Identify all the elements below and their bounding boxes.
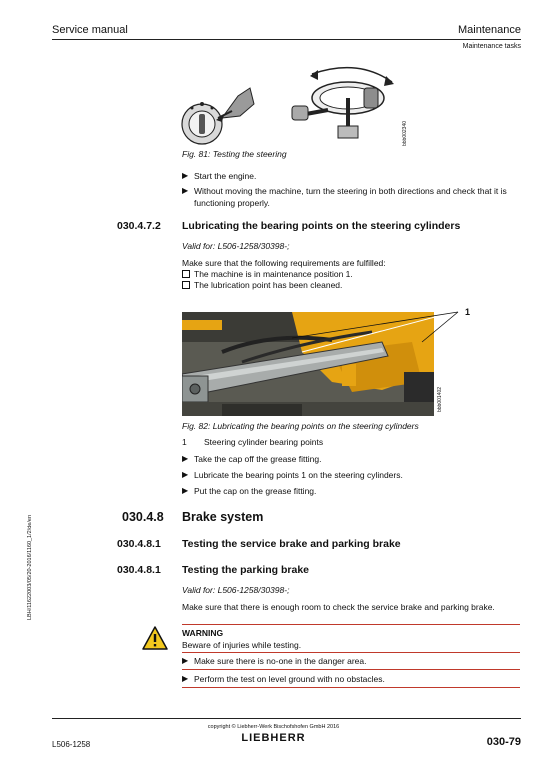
figure-82-callout-lines bbox=[182, 306, 482, 366]
lubrication-steps bbox=[182, 453, 522, 497]
list-item: ▶ Without moving the machine, turn the steering in both directions and check that it is functioning properly. bbox=[182, 186, 507, 208]
triangle-bullet-icon: ▶ bbox=[182, 171, 189, 180]
triangle-bullet-icon: ▶ bbox=[182, 186, 189, 195]
section-number: 030.4.8 bbox=[122, 510, 164, 524]
page-number: 030-79 bbox=[486, 736, 521, 748]
warning-top-rule bbox=[182, 624, 520, 625]
warning-triangle-icon bbox=[142, 626, 168, 650]
checkbox-icon bbox=[182, 281, 190, 289]
warning-heading: WARNING bbox=[182, 628, 224, 638]
figure-82-code: bbb001402 bbox=[437, 386, 443, 412]
section-title: Testing the service brake and parking brake bbox=[182, 538, 401, 550]
list-item: ▶ Make sure there is no-one in the danger area. bbox=[182, 656, 367, 666]
header-right-title: Maintenance bbox=[458, 24, 521, 36]
figure-81-caption: Fig. 81: Testing the steering bbox=[182, 149, 287, 159]
triangle-bullet-icon: ▶ bbox=[182, 454, 189, 463]
triangle-bullet-icon: ▶ bbox=[182, 674, 189, 683]
room-check-intro: Make sure that there is enough room to check the service brake and parking brake. bbox=[182, 602, 495, 612]
requirements-intro: Make sure that the following requirements are fulfilled: bbox=[182, 258, 386, 268]
figure-81-image bbox=[178, 56, 410, 148]
requirements-list bbox=[182, 269, 353, 291]
list-item: ▶ Perform the test on level ground with no obstacles. bbox=[182, 674, 385, 684]
section-title: Brake system bbox=[182, 510, 264, 524]
warning-bottom-rule bbox=[182, 687, 520, 688]
triangle-bullet-icon: ▶ bbox=[182, 656, 189, 665]
valid-for-note: Valid for: L506-1258/30398-; bbox=[182, 585, 290, 595]
section-number: 030.4.7.2 bbox=[117, 220, 161, 232]
warning-mid-rule bbox=[182, 669, 520, 670]
warning-mid-rule bbox=[182, 652, 520, 653]
warning-text: Beware of injuries while testing. bbox=[182, 640, 302, 650]
legend-text: Steering cylinder bearing points bbox=[204, 437, 324, 447]
steering-test-illustration bbox=[178, 56, 410, 148]
figure-81-code: bbb002340 bbox=[402, 120, 408, 146]
header-subtitle: Maintenance tasks bbox=[462, 43, 521, 50]
figure-82-legend bbox=[182, 437, 323, 448]
footer-model: L506-1258 bbox=[52, 740, 91, 749]
document-side-code: LBH/11622003/05/20-2016/1160_1/2/de/en bbox=[27, 515, 33, 620]
warning-steps bbox=[182, 655, 520, 667]
list-item: ▶ Lubricate the bearing points 1 on the steering cylinders. bbox=[182, 470, 403, 480]
section-title: Testing the parking brake bbox=[182, 564, 309, 576]
liebherr-logo: LIEBHERR bbox=[241, 732, 306, 744]
header-divider bbox=[52, 39, 521, 40]
triangle-bullet-icon: ▶ bbox=[182, 486, 189, 495]
figure-82-caption: Fig. 82: Lubricating the bearing points on the steering cylinders bbox=[182, 421, 419, 431]
list-item: The machine is in maintenance position 1. bbox=[182, 269, 353, 280]
footer-divider bbox=[52, 718, 521, 719]
list-item: The lubrication point has been cleaned. bbox=[182, 280, 353, 291]
checkbox-icon bbox=[182, 270, 190, 278]
list-item: ▶ Put the cap on the grease fitting. bbox=[182, 486, 317, 496]
legend-number: 1 bbox=[182, 437, 187, 447]
section-number: 030.4.8.1 bbox=[117, 538, 161, 550]
section-title: Lubricating the bearing points on the steering cylinders bbox=[182, 220, 461, 232]
warning-steps bbox=[182, 673, 520, 685]
list-item: ▶ Take the cap off the grease fitting. bbox=[182, 454, 322, 464]
list-item: ▶ Start the engine. bbox=[182, 171, 257, 181]
section-number: 030.4.8.1 bbox=[117, 564, 161, 576]
triangle-bullet-icon: ▶ bbox=[182, 470, 189, 479]
steering-steps bbox=[182, 170, 522, 209]
header-left-title: Service manual bbox=[52, 24, 128, 36]
footer-copyright: copyright © Liebherr-Werk Bischofshofen GmbH 2016 bbox=[207, 724, 340, 730]
valid-for-note: Valid for: L506-1258/30398-; bbox=[182, 241, 290, 251]
figure-82-callout-label: 1 bbox=[465, 307, 471, 317]
